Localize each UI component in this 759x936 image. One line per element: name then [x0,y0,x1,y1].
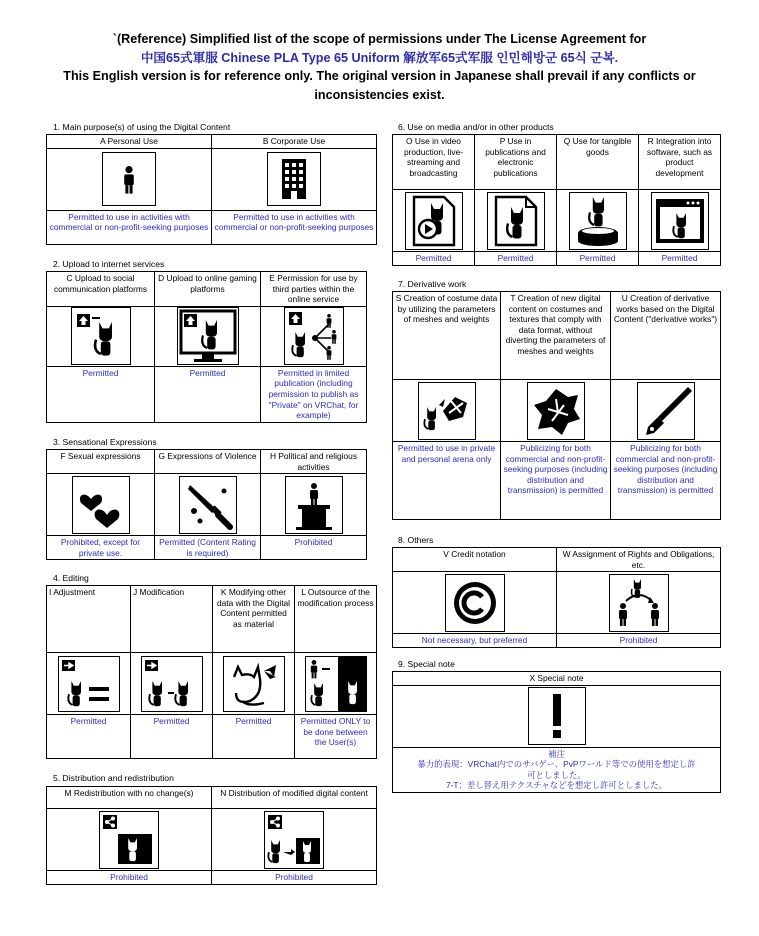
section-5-heading: 5. Distribution and redistribution [53,773,174,783]
section-9-table [392,671,721,793]
adjustment-icon [58,656,120,712]
section-8-heading: 8. Others [398,535,434,545]
podium-icon [285,476,343,534]
label-w: W Assignment of Rights and Obligations, etc. [557,548,721,572]
label-b: B Corporate Use [212,135,377,149]
status-g: Permitted (Content Rating is required) [155,536,261,560]
section-4-heading: 4. Editing [53,573,89,583]
label-a: A Personal Use [47,135,212,149]
label-d: D Upload to online gaming platforms [155,272,261,307]
pen-icon [637,382,695,440]
assignment-icon [609,574,669,632]
label-n: N Distribution of modified digital content [212,787,377,809]
status-q: Permitted [557,252,639,266]
costume-icon [418,382,476,440]
note-line3: 7-T：差し替え用テクスチャなどを想定し許可としました。 [445,780,668,791]
label-r: R Integration into software, such as product development [639,135,721,190]
software-icon [651,192,709,250]
status-a: Permitted to use in activities with commercial or non-profit-seeking purposes [47,210,212,244]
page-title [0,30,759,104]
label-l: L Outsource of the modification process [295,586,377,653]
label-c: C Upload to social communication platforms [47,272,155,307]
label-f: F Sexual expressions [47,450,155,474]
section-1-table [46,134,377,245]
publication-icon [487,192,545,250]
outsource-icon [305,656,367,712]
note-line2: 可としました。 [527,769,586,780]
goods-icon [569,192,627,250]
status-i: Permitted [47,715,131,759]
title-product: 中国65式軍服 Chinese PLA Type 65 Uniform 解放军65式军服 인민해방군 65식 군복. [140,50,619,65]
section-6-table [392,134,721,266]
section-7-table [392,291,721,520]
modification-icon [141,656,203,712]
section-7-heading: 7. Derivative work [398,279,467,289]
special-note-cell [393,747,721,792]
label-g: G Expressions of Violence [155,450,261,474]
hearts-icon [72,476,130,534]
label-p: P Use in publications and electronic publications [475,135,557,190]
status-n: Prohibited [212,871,377,885]
status-m: Prohibited [47,871,212,885]
section-3-table [46,449,367,560]
status-r: Permitted [639,252,721,266]
status-k: Permitted [213,715,295,759]
label-j: J Modification [131,586,213,653]
label-t: T Creation of new digital content on costumes and textures that comply with data format, without diverting the parameters of meshes and weights [501,292,611,380]
label-h: H Political and religious activities [261,450,367,474]
copyright-icon [445,574,505,632]
status-f: Prohibited, except for private use. [47,536,155,560]
status-o: Permitted [393,252,475,266]
upload-social-icon [71,307,131,365]
share-third-party-icon [284,307,344,365]
status-t: Publicizing for both commercial and non-profit-seeking purposes (including distribution and transmission) is permitted [501,442,611,520]
redistribute-icon [99,811,159,869]
status-u: Publicizing for both commercial and non-profit-seeking purposes (including distribution and transmission) is permitted [611,442,721,520]
section-9-heading: 9. Special note [398,659,455,669]
distribute-modified-icon [264,811,324,869]
building-icon [267,152,321,206]
section-4-table [46,585,377,759]
note-line1: 暴力的表現：VRChat内でのサバゲー、PvPワールド等での使用を想定し許 [417,759,696,770]
label-o: O Use in video production, live-streaming and broadcasting [393,135,475,190]
label-k: K Modifying other data with the Digital Content permitted as material [213,586,295,653]
title-line4: inconsistencies exist. [314,87,445,102]
status-w: Prohibited [557,634,721,648]
video-icon [405,192,463,250]
label-i: I Adjustment [47,586,131,653]
status-b: Permitted to use in activities with commercial or non-profit-seeking purposes [212,210,377,244]
knife-icon [179,476,237,534]
status-h: Prohibited [261,536,367,560]
person-icon [102,152,156,206]
exclamation-icon [528,687,586,745]
note-title: 補注 [548,748,565,759]
status-d: Permitted [155,366,261,422]
label-q: Q Use for tangible goods [557,135,639,190]
status-s: Permitted to use in private and personal arena only [393,442,501,520]
upload-gaming-icon [177,307,239,365]
section-1-heading: 1. Main purpose(s) of using the Digital Content [53,122,231,132]
section-2-heading: 2. Upload to internet services [53,259,165,269]
status-v: Not necessary, but preferred [393,634,557,648]
texture-icon [527,382,585,440]
status-l: Permitted ONLY to be done between the User(s) [295,715,377,759]
section-6-heading: 6. Use on media and/or in other products [398,122,554,132]
label-v: V Credit notation [393,548,557,572]
status-e: Permitted in limited publication (including permission to publish as "Private" on VRChat, for example) [261,366,367,422]
section-5-table [46,786,377,885]
section-8-table [392,547,721,648]
label-e: E Permission for use by third parties within the online service [261,272,367,307]
label-s: S Creation of costume data by utilizing the parameters of meshes and weights [393,292,501,380]
title-line1: `(Reference) Simplified list of the scope of permissions under The License Agreement for [112,32,647,46]
status-p: Permitted [475,252,557,266]
section-2-table [46,271,367,423]
section-3-heading: 3. Sensational Expressions [53,437,157,447]
modify-other-icon [223,656,285,712]
status-c: Permitted [47,366,155,422]
label-x: X Special note [393,672,721,686]
status-j: Permitted [131,715,213,759]
label-m: M Redistribution with no change(s) [47,787,212,809]
label-u: U Creation of derivative works based on the Digital Content ("derivative works") [611,292,721,380]
title-line3: This English version is for reference only. The original version in Japanese shall prevail if any conflicts or [63,69,696,83]
